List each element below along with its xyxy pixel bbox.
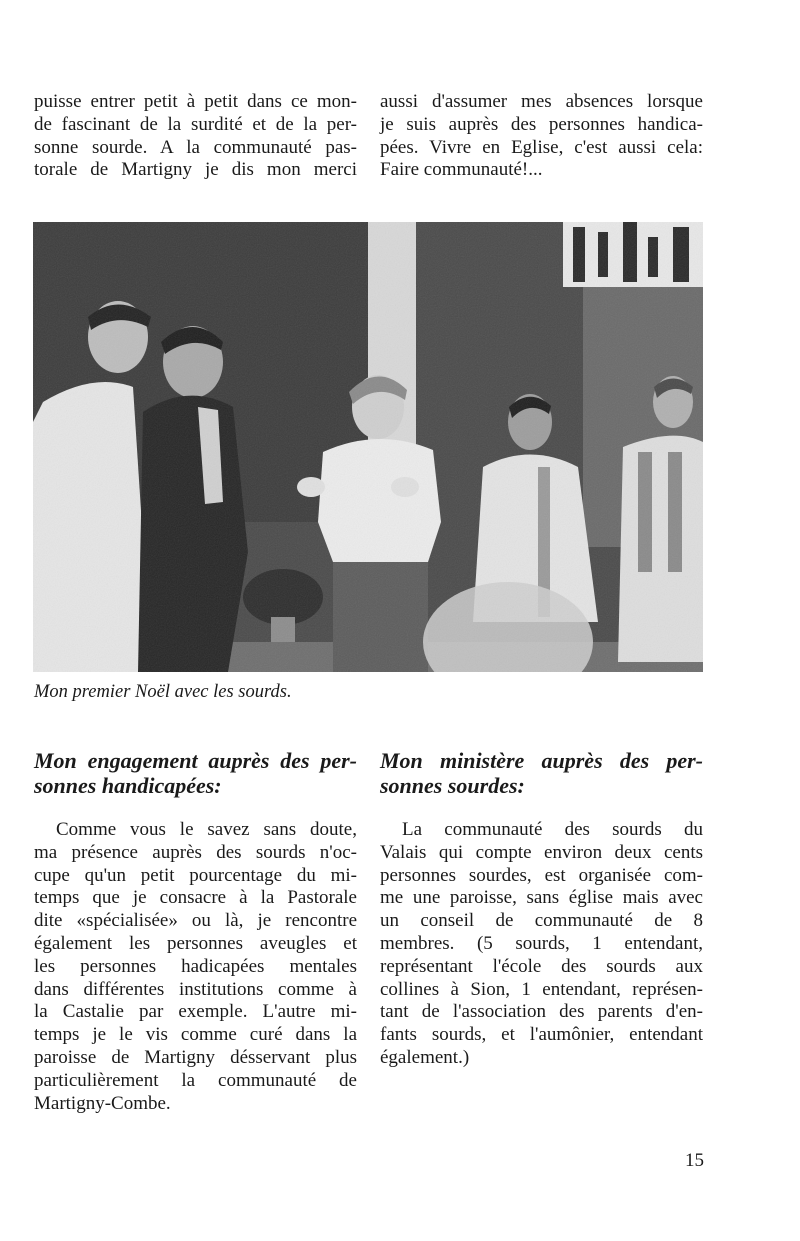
text-line: également les personnes aveugles et — [34, 932, 357, 954]
text-line: représentant l'école des sourds aux — [380, 955, 703, 977]
top-right-paragraph — [380, 91, 703, 182]
heading-line: sonnes handicapées: — [34, 773, 222, 798]
text-line: cupe qu'un petit pourcentage du mi- — [34, 864, 357, 886]
text-line: tant de l'association des parents d'en- — [380, 1001, 703, 1023]
heading-line: Mon ministère auprès des per- — [380, 748, 703, 773]
top-left-paragraph — [34, 91, 357, 182]
text-line: temps que je consacre à la Pastorale — [34, 887, 357, 909]
photo-illustration — [33, 222, 703, 672]
heading-line: Mon engagement auprès des per- — [34, 748, 357, 773]
page-number: 15 — [685, 1150, 704, 1171]
text-line: ma présence auprès des sourds n'oc- — [34, 841, 357, 863]
text-line: Martigny-Combe. — [34, 1092, 171, 1114]
text-line: personnes sourdes, est organisée com- — [380, 864, 703, 886]
text-line: me une paroisse, sans église mais avec — [380, 887, 703, 909]
christmas-photo — [33, 222, 703, 672]
text-line: fants sourds, et l'aumônier, entendant — [380, 1024, 703, 1046]
text-line: temps je le vis comme curé dans la — [34, 1024, 357, 1046]
text-line: la Castalie par exemple. L'autre mi- — [34, 1001, 357, 1023]
text-line: Valais qui compte environ deux cents — [380, 841, 703, 863]
text-line: particulièrement la communauté de — [34, 1069, 357, 1091]
text-line: pées. Vivre en Eglise, c'est aussi cela: — [380, 136, 703, 158]
body-left-column — [34, 819, 357, 1115]
text-line: je suis auprès des personnes handica- — [380, 113, 703, 135]
text-line: membres. (5 sourds, 1 entendant, — [380, 932, 703, 954]
text-line: sonne sourde. A la communauté pas- — [34, 136, 357, 158]
heading-line: sonnes sourdes: — [380, 773, 525, 798]
text-line: collines à Sion, 1 entendant, représen- — [380, 978, 703, 1000]
section-heading-sourdes — [380, 748, 703, 798]
text-line: La communauté des sourds du — [402, 819, 703, 840]
text-line: les personnes hadicapées mentales — [34, 955, 357, 977]
text-line: Faire communauté!... — [380, 159, 543, 181]
text-line: un conseil de communauté de 8 — [380, 910, 703, 932]
body-right-column — [380, 819, 703, 1070]
text-line: également.) — [380, 1046, 470, 1068]
text-line: paroisse de Martigny désservant plus — [34, 1046, 357, 1068]
text-line: de fascinant de la surdité et de la per- — [34, 113, 357, 135]
section-heading-handicapees — [34, 748, 357, 798]
text-line: aussi d'assumer mes absences lorsque — [380, 91, 703, 112]
text-line: dans différentes institutions comme à — [34, 978, 357, 1000]
text-line: Comme vous le savez sans doute, — [56, 819, 357, 840]
text-line: dite «spécialisée» ou là, je rencontre — [34, 910, 357, 932]
photo-caption: Mon premier Noël avec les sourds. — [34, 682, 292, 702]
text-line: torale de Martigny je dis mon merci — [34, 159, 357, 181]
text-line: puisse entrer petit à petit dans ce mon- — [34, 91, 357, 112]
